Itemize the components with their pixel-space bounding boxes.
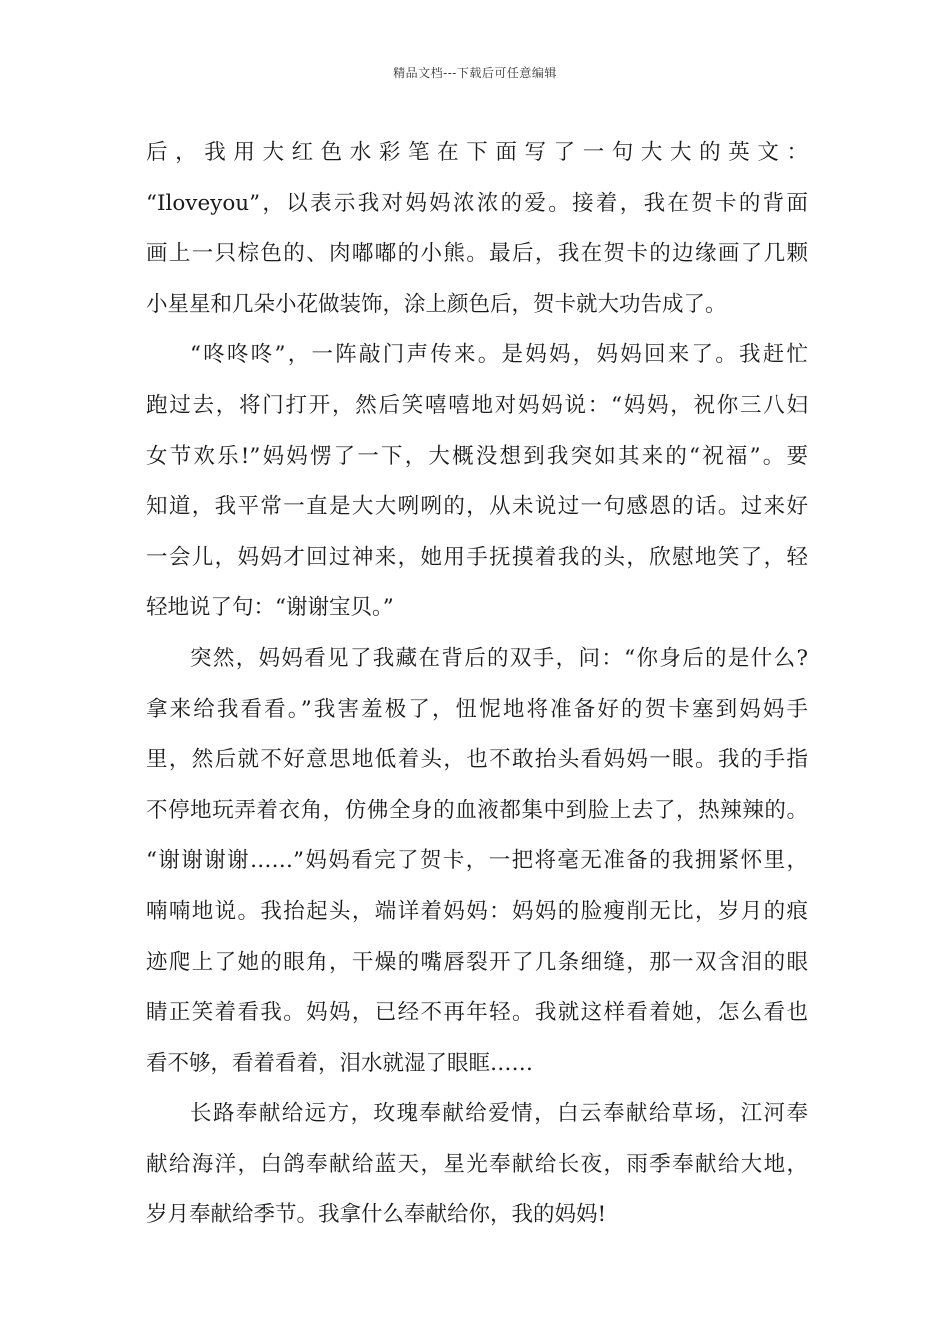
text-line: 长路奉献给远方，玫瑰奉献给爱情，白云奉献给草场，江河奉 xyxy=(190,1101,808,1127)
text-line: 轻地说了句：“谢谢宝贝。” xyxy=(146,595,394,621)
text-line: “Iloveyou”，以表示我对妈妈浓浓的爱。接着，我在贺卡的背面 xyxy=(146,190,808,216)
text-line: 看不够，看着看着，泪水就湿了眼眶…… xyxy=(146,1050,534,1076)
text-line: 小星星和几朵小花做装饰，涂上颜色后，贺卡就大功告成了。 xyxy=(146,291,727,317)
text-line: 拿来给我看看。”我害羞极了，忸怩地将准备好的贺卡塞到妈妈手 xyxy=(146,696,808,722)
text-line: “谢谢谢谢……”妈妈看完了贺卡，一把将毫无准备的我拥紧怀里， xyxy=(146,848,808,874)
text-line: 突然，妈妈看见了我藏在背后的双手，问：“你身后的是什么? xyxy=(190,645,808,671)
text-line: 岁月奉献给季节。我拿什么奉献给你，我的妈妈! xyxy=(146,1202,607,1228)
page-header: 精品文档---下载后可任意编辑 xyxy=(393,66,557,80)
text-line: 后，我用大红色水彩笔在下面写了一句大大的英文： xyxy=(146,140,808,165)
text-line: 一会儿，妈妈才回过神来，她用手抚摸着我的头，欣慰地笑了，轻 xyxy=(146,544,808,570)
text-line: 女节欢乐!”妈妈愣了一下，大概没想到我突如其来的“祝福”。要 xyxy=(146,443,808,469)
text-line: 喃喃地说。我抬起头，端详着妈妈：妈妈的脸瘦削无比，岁月的痕 xyxy=(146,898,808,924)
text-line: 里，然后就不好意思地低着头，也不敢抬头看妈妈一眼。我的手指 xyxy=(146,747,808,773)
text-line: 不停地玩弄着衣角，仿佛全身的血液都集中到脸上去了，热辣辣的。 xyxy=(146,797,808,823)
text-line: “咚咚咚”，一阵敲门声传来。是妈妈，妈妈回来了。我赶忙 xyxy=(190,342,808,368)
text-line: 知道，我平常一直是大大咧咧的，从未说过一句感恩的话。过来好 xyxy=(146,494,808,520)
text-line: 画上一只棕色的、肉嘟嘟的小熊。最后，我在贺卡的边缘画了几颗 xyxy=(146,241,808,267)
text-line: 献给海洋，白鸽奉献给蓝天，星光奉献给长夜，雨季奉献给大地， xyxy=(146,1151,808,1177)
text-line: 睛正笑着看我。妈妈，已经不再年轻。我就这样看着她，怎么看也 xyxy=(146,1000,808,1026)
text-line: 跑过去，将门打开，然后笑嘻嘻地对妈妈说：“妈妈，祝你三八妇 xyxy=(146,392,808,418)
text-line: 迹爬上了她的眼角，干燥的嘴唇裂开了几条细缝，那一双含泪的眼 xyxy=(146,949,808,975)
document-body xyxy=(146,128,808,1241)
